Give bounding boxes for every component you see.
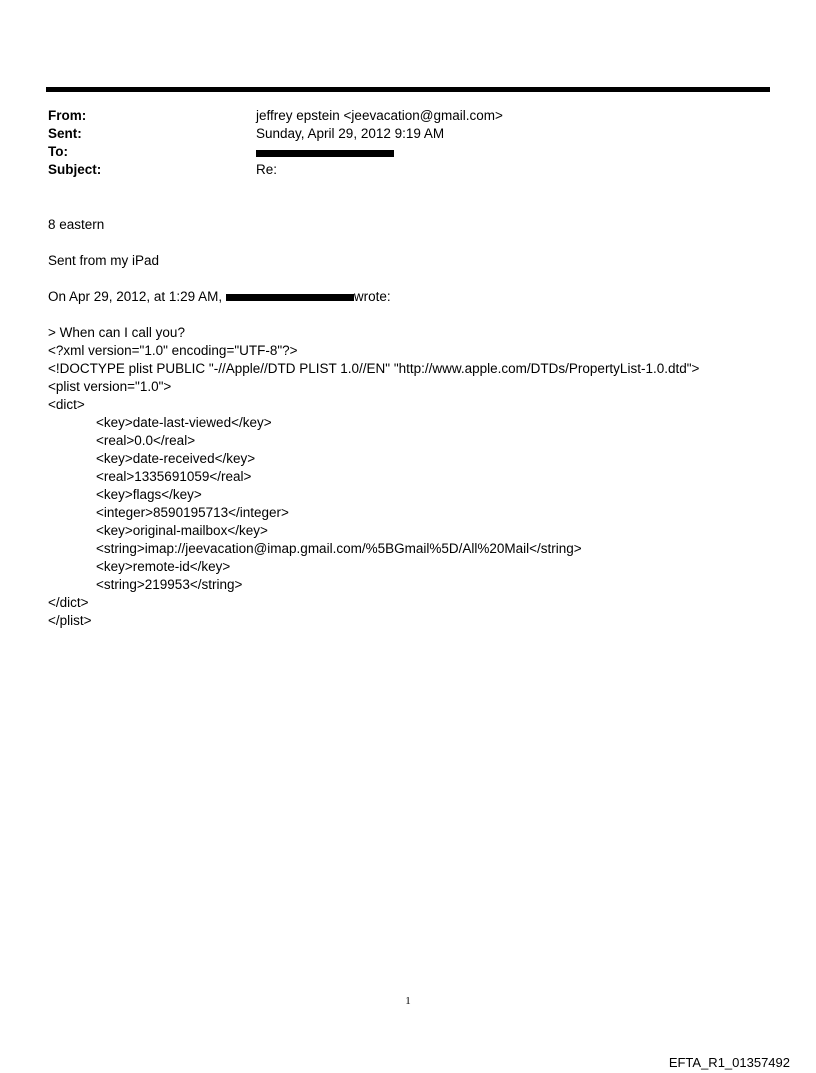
email-body bbox=[48, 216, 788, 630]
subject-row bbox=[48, 161, 768, 179]
dict-line: <integer>8590195713</integer> bbox=[96, 505, 289, 520]
to-redaction bbox=[256, 150, 394, 157]
signature-text: Sent from my iPad bbox=[48, 253, 160, 268]
xml-declaration: <?xml version="1.0" encoding="UTF-8"?> bbox=[48, 343, 298, 358]
quote-intro-prefix: On Apr 29, 2012, at 1:29 AM, bbox=[48, 289, 226, 304]
from-label: From: bbox=[48, 108, 87, 123]
dict-line: <key>date-received</key> bbox=[96, 451, 256, 466]
email-header bbox=[48, 107, 768, 179]
dict-line: <key>date-last-viewed</key> bbox=[96, 415, 272, 430]
dict-close: </dict> bbox=[48, 595, 89, 610]
from-value: jeffrey epstein <jeevacation@gmail.com> bbox=[256, 108, 503, 123]
subject-value: Re: bbox=[256, 162, 278, 177]
dict-line: <string>219953</string> bbox=[96, 577, 243, 592]
sent-label: Sent: bbox=[48, 126, 82, 141]
sent-row bbox=[48, 125, 768, 143]
to-row bbox=[48, 143, 768, 161]
document-id: EFTA_R1_01357492 bbox=[668, 1055, 790, 1070]
dict-line: <string>imap://jeevacation@imap.gmail.com/%5BGmail%5D/All%20Mail</string> bbox=[96, 541, 582, 556]
quoted-line: > When can I call you? bbox=[48, 325, 185, 340]
header-divider bbox=[46, 87, 770, 92]
sent-value: Sunday, April 29, 2012 9:19 AM bbox=[256, 126, 445, 141]
dict-line: <key>remote-id</key> bbox=[96, 559, 231, 574]
plist-close: </plist> bbox=[48, 613, 92, 628]
to-label: To: bbox=[48, 144, 68, 159]
dict-line: <key>original-mailbox</key> bbox=[96, 523, 268, 538]
subject-label: Subject: bbox=[48, 162, 102, 177]
dict-line: <real>0.0</real> bbox=[96, 433, 196, 448]
dict-line: <real>1335691059</real> bbox=[96, 469, 252, 484]
dict-open: <dict> bbox=[48, 397, 85, 412]
plist-open: <plist version="1.0"> bbox=[48, 379, 172, 394]
quote-intro bbox=[48, 288, 788, 306]
from-row bbox=[48, 107, 768, 125]
reply-text: 8 eastern bbox=[48, 217, 105, 232]
doctype-line: <!DOCTYPE plist PUBLIC "-//Apple//DTD PLIST 1.0//EN" "http://www.apple.com/DTDs/PropertyList-1.0.dtd"> bbox=[48, 361, 700, 376]
quote-intro-suffix: wrote: bbox=[353, 289, 391, 304]
sender-redaction bbox=[226, 294, 354, 301]
dict-line: <key>flags</key> bbox=[96, 487, 202, 502]
page-number: 1 bbox=[405, 995, 411, 1007]
to-value bbox=[256, 143, 394, 161]
